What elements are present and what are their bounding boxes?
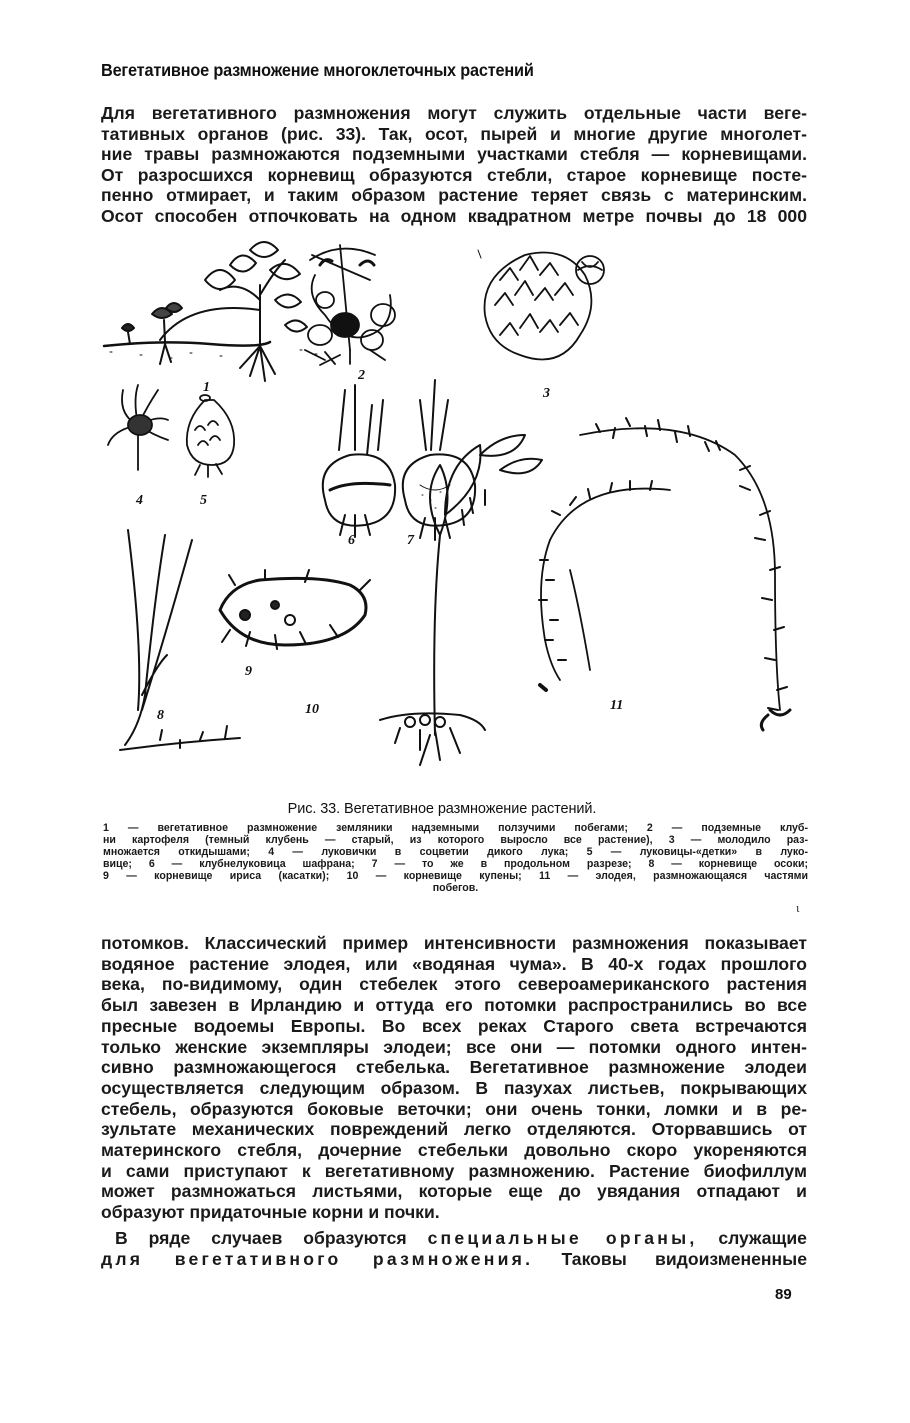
text-line: Для вегетативного размножения могут служить отдельные части веге- — [101, 103, 807, 123]
caption-line: 9 — корневище ириса (касатки); 10 — корневище купены; 11 — элодея, размножающаяся частями — [103, 870, 808, 883]
text-line: ние травы размножаются подземными участками стебля — корневищами. — [101, 144, 807, 165]
section-heading: Вегетативное размножение многоклеточных растений — [101, 60, 534, 80]
caption-line: ни картофеля (темный клубень — старый, из которого выросло все растение), 3 — молодило раз- — [103, 834, 808, 847]
text-line: тативных органов (рис. 33). Так, осот, пырей и многие другие многолет- — [101, 123, 807, 144]
text-run: Таковы видоизмененные — [533, 1248, 807, 1269]
text-line: осуществляется следующим образом. В пазухах листьев, покрывающих — [101, 1077, 807, 1098]
text-line: только женские экземпляры элодеи; все они — потомки одного интен- — [101, 1036, 807, 1057]
text-run: В ряде случаев образуются — [115, 1228, 428, 1248]
figure-caption-title: Рис. 33. Вегетативное размножение растений. — [287, 801, 597, 817]
text-line: был завезен в Ирландию и оттуда его потомки распространились во все — [101, 995, 807, 1016]
text-line — [101, 1249, 807, 1270]
caption-line: множается откидышами; 4 — луковички в соцветии дикого лука; 5 — луковицы-«детки» в луко- — [103, 846, 808, 859]
figure-33-illustrations — [100, 240, 820, 795]
figure-label-7: 7 — [407, 533, 414, 548]
figure-label-6: 6 — [348, 533, 355, 548]
emphasized-text: для вегетативного размножения. — [101, 1248, 534, 1269]
illustration-strawberry — [104, 242, 317, 381]
text-line: образуют придаточные корни и почки. — [101, 1202, 440, 1223]
illustration-elodea — [539, 418, 790, 730]
illustration-iris-rhizome — [220, 570, 370, 649]
paragraph-elodea — [101, 933, 807, 1223]
figure-label-9: 9 — [245, 664, 252, 679]
text-line: пенно отмирает, и таким образом растение теряет связь с материнским. — [101, 185, 807, 206]
text-line: потомков. Классический пример интенсивности размножения показывает — [101, 933, 807, 953]
text-line: водяное растение элодея, или «водяная чума». В 40-х годах прошлого — [101, 953, 807, 974]
figure-label-5: 5 — [200, 493, 207, 508]
emphasized-text: специальные органы, — [427, 1228, 698, 1248]
text-line — [101, 1228, 807, 1249]
caption-line: вице; 6 — клубнелуковица шафрана; 7 — то же в продольном разрезе; 8 — корневище осоки; — [103, 858, 808, 871]
illustration-crocus-corm — [323, 385, 395, 537]
paragraph-special-organs — [101, 1228, 807, 1269]
text-line: От разросшихся корневищ образуются стебли, старое корневище посте- — [101, 164, 807, 185]
paragraph-intro — [101, 103, 807, 227]
figure-label-1: 1 — [203, 380, 210, 395]
illustration-solomons-seal — [380, 435, 542, 765]
illustration-crocus-corm-section — [403, 380, 475, 540]
text-line: может размножаться листьями, которые еще до увядания отпадают и — [101, 1181, 807, 1202]
text-line: материнского стебля, дочерние стебельки довольно скоро укореняются — [101, 1140, 807, 1161]
caption-line: побегов. — [432, 882, 479, 895]
caption-line: 1 — вегетативное размножение земляники надземными ползучими побегами; 2 — подземные клуб- — [103, 822, 808, 834]
text-line: стебель, образуются боковые веточки; они очень тонки, ломки и в ре- — [101, 1098, 807, 1119]
illustration-houseleek — [478, 250, 604, 360]
text-line: сивно размножающегося стебелька. Вегетативное размножение элодеи — [101, 1057, 807, 1078]
figure-label-3: 3 — [543, 386, 550, 401]
illustration-potato — [305, 245, 395, 365]
text-line: зультате механических повреждений легко отделяются. Оторвавшись от — [101, 1119, 807, 1140]
illustration-wild-onion — [108, 385, 168, 470]
text-line: и сами приступают к вегетативному размножению. Растение биофиллум — [101, 1160, 807, 1181]
figure-label-4: 4 — [136, 493, 143, 508]
illustration-sedge — [120, 530, 240, 750]
text-line: века, по-видимому, один стебелек этого североамериканского растения — [101, 974, 807, 995]
figure-label-8: 8 — [157, 708, 164, 723]
figure-label-10: 10 — [305, 702, 319, 717]
text-run: служащие — [697, 1228, 807, 1248]
page-number: 89 — [775, 1286, 792, 1303]
text-line: пресные водоемы Европы. Во всех реках Старого света встречаются — [101, 1015, 807, 1036]
figure-caption-legend — [103, 822, 808, 895]
figure-label-11: 11 — [610, 698, 624, 713]
figure-label-2: 2 — [358, 368, 365, 383]
print-mark: ɩ — [796, 900, 800, 915]
illustration-bulb-offsets — [187, 395, 234, 477]
text-line: Осот способен отпочковать на одном квадратном метре почвы до 18 000 — [101, 205, 807, 226]
